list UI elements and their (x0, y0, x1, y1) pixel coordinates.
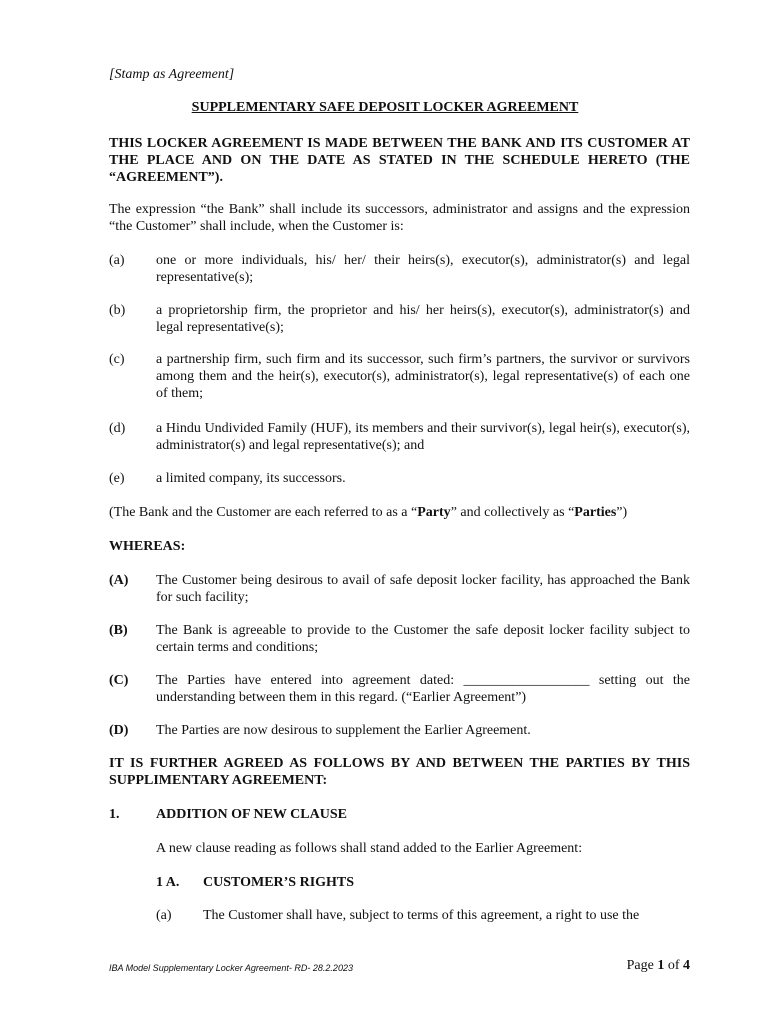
clause-text: A new clause reading as follows shall stand added to the Earlier Agreement: (156, 841, 583, 856)
whereas-heading: WHEREAS: (109, 539, 186, 554)
customer-type-label: (a) (109, 253, 125, 268)
intro-paragraph: THIS LOCKER AGREEMENT IS MADE BETWEEN THE BANK AND ITS CUSTOMER AT THE PLACE AND ON THE DATE AS STATED IN THE SCHEDULE HERETO (THE “AGREEMENT”). (109, 136, 690, 185)
subclause-item-text: The Customer shall have, subject to terms of this agreement, a right to use the (203, 908, 640, 923)
parties-term: Parties (574, 505, 617, 520)
subclause-item-label: (a) (156, 908, 172, 923)
parties-definition (109, 504, 690, 521)
recital-text: The Bank is agreeable to provide to the Customer the safe deposit locker facility subject to certain terms and conditions; (156, 623, 690, 655)
subclause-number: 1 A. (156, 875, 180, 890)
parties-note-part2: ” and collectively as “ (450, 505, 575, 520)
document-title: SUPPLEMENTARY SAFE DEPOSIT LOCKER AGREEMENT (191, 100, 579, 115)
recital-text: The Parties have entered into agreement dated: __________________ setting out the understanding between them in this regard. (“Earlier Agreement”) (156, 673, 690, 705)
recital-label: (B) (109, 623, 128, 638)
stamp-note: [Stamp as Agreement] (109, 67, 235, 82)
recital-text: The Customer being desirous to avail of safe deposit locker facility, has approached the Bank for such facility; (156, 573, 690, 605)
party-term: Party (417, 505, 451, 520)
page-number (627, 958, 690, 974)
recital-label: (A) (109, 573, 129, 588)
customer-type-label: (c) (109, 352, 125, 367)
expression-paragraph: The expression “the Bank” shall include its successors, administrator and assigns and the expression “the Customer” shall include, when the Customer is: (109, 202, 690, 234)
subclause-heading: CUSTOMER’S RIGHTS (203, 875, 355, 890)
of-word: of (667, 958, 680, 973)
customer-type-text: a partnership firm, such firm and its successor, such firm’s partners, the survivor or survivors among them and the heir(s), executor(s), administrator(s), legal representative(s) of each one of them; (156, 352, 690, 401)
further-agreed-heading: IT IS FURTHER AGREED AS FOLLOWS BY AND BETWEEN THE PARTIES BY THIS SUPPLIMENTARY AGREEMENT: (109, 756, 690, 788)
customer-type-label: (d) (109, 421, 126, 436)
page-word: Page (626, 958, 654, 973)
customer-type-label: (e) (109, 471, 125, 486)
clause-number: 1. (109, 807, 120, 822)
footer-document-reference: IBA Model Supplementary Locker Agreement- RD- 28.2.2023 (109, 963, 353, 973)
parties-note-part1: (The Bank and the Customer are each referred to as a “ (109, 505, 418, 520)
current-page: 1 (657, 958, 665, 973)
parties-note-part3: ”) (616, 505, 628, 520)
customer-type-text: a proprietorship firm, the proprietor and his/ her heirs(s), executor(s), administrator(s) and legal representative(s); (156, 303, 690, 335)
recital-text: The Parties are now desirous to supplement the Earlier Agreement. (156, 723, 531, 738)
customer-type-label: (b) (109, 303, 126, 318)
recital-label: (C) (109, 673, 129, 688)
customer-type-text: one or more individuals, his/ her/ their heirs(s), executor(s), administrator(s) and legal representative(s); (156, 253, 690, 285)
total-pages: 4 (683, 958, 690, 973)
recital-label: (D) (109, 723, 129, 738)
customer-type-text: a Hindu Undivided Family (HUF), its members and their survivor(s), legal heir(s), executor(s), administrator(s) and legal representative(s); and (156, 421, 690, 453)
clause-heading: ADDITION OF NEW CLAUSE (156, 807, 347, 822)
customer-type-text: a limited company, its successors. (156, 471, 346, 486)
